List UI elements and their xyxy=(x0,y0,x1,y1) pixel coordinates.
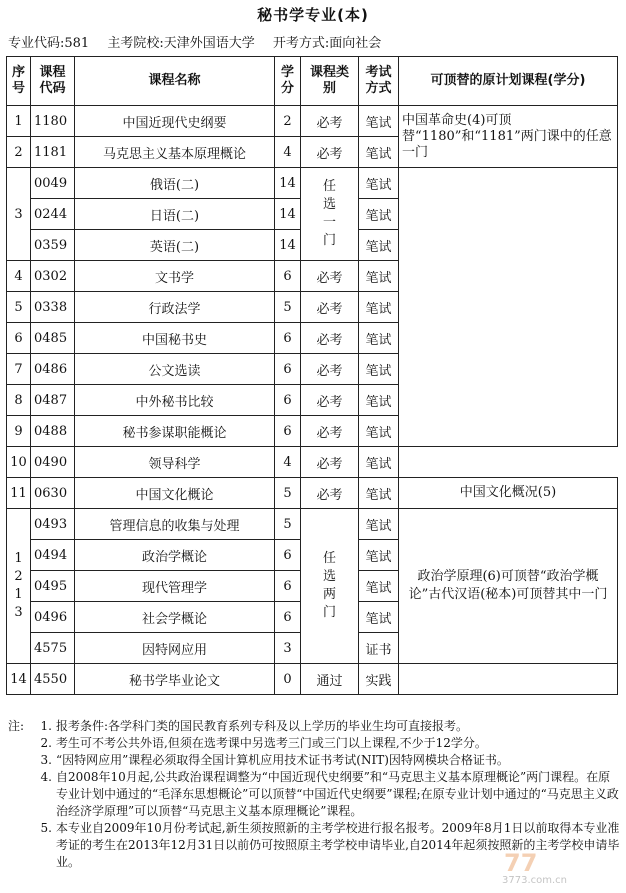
table-row xyxy=(7,664,618,695)
row-code: 0630 xyxy=(31,478,75,509)
row-code: 0486 xyxy=(31,354,75,385)
row-exam: 笔试 xyxy=(359,385,399,416)
table-row xyxy=(7,106,618,137)
note-num: 3. xyxy=(40,753,52,767)
row-name: 秘书学毕业论文 xyxy=(75,664,275,695)
table-header-row xyxy=(7,57,618,106)
row-credit: 6 xyxy=(275,602,301,633)
row-credit: 14 xyxy=(275,168,301,199)
row-name: 行政法学 xyxy=(75,292,275,323)
row-name: 中国秘书史 xyxy=(75,323,275,354)
note-item xyxy=(8,752,620,769)
row-exam: 笔试 xyxy=(359,447,399,478)
row-exam: 笔试 xyxy=(359,323,399,354)
row-name: 社会学概论 xyxy=(75,602,275,633)
row-name: 日语(二) xyxy=(75,199,275,230)
header-name: 课程名称 xyxy=(75,57,275,106)
exam-school: 主考院校:天津外国语大学 xyxy=(107,36,255,51)
row-exam: 笔试 xyxy=(359,571,399,602)
row-no: 6 xyxy=(7,323,31,354)
page-title: 秘书学专业(本) xyxy=(257,6,369,24)
row-code: 0359 xyxy=(31,230,75,261)
row-code: 0490 xyxy=(31,447,75,478)
row-credit: 6 xyxy=(275,323,301,354)
row-exam: 笔试 xyxy=(359,292,399,323)
row-credit: 6 xyxy=(275,385,301,416)
row-type-group xyxy=(301,509,359,664)
note-text: 自2008年10月起,公共政治课程调整为“中国近现代史纲要”和“马克思主义基本原理概论”两门课程。在原专业计划中通过的“毛泽东思想概论”可以顶替“中国近代史纲要”课程;在原专业计划中通过的“马克思主义政治经济学原理”可以顶替“马克思主义基本原理概论”课程。 xyxy=(56,770,619,818)
row-code: 0485 xyxy=(31,323,75,354)
row-name: 因特网应用 xyxy=(75,633,275,664)
row-type: 必考 xyxy=(301,354,359,385)
row-name: 马克思主义基本原理概论 xyxy=(75,137,275,168)
table-row xyxy=(7,447,618,478)
row-credit: 5 xyxy=(275,478,301,509)
header-exam: 考试方式 xyxy=(359,57,399,106)
row-exam: 笔试 xyxy=(359,137,399,168)
row-exam: 笔试 xyxy=(359,354,399,385)
row-name: 中国文化概论 xyxy=(75,478,275,509)
row-code: 0495 xyxy=(31,571,75,602)
note-text: 报考条件:各学科门类的国民教育系列专科及以上学历的毕业生均可直接报考。 xyxy=(56,719,469,733)
row-code: 0244 xyxy=(31,199,75,230)
replace-empty xyxy=(399,664,618,695)
note-text: “因特网应用”课程必须取得全国计算机应用技术证书考试(NIT)因特网模块合格证书。 xyxy=(56,753,509,767)
row-no: 8 xyxy=(7,385,31,416)
note-num: 4. xyxy=(40,770,52,784)
row-credit: 0 xyxy=(275,664,301,695)
row-name: 管理信息的收集与处理 xyxy=(75,509,275,540)
row-code: 4550 xyxy=(31,664,75,695)
replace-cell: 中国文化概况(5) xyxy=(399,478,618,509)
row-type: 必考 xyxy=(301,385,359,416)
course-table xyxy=(6,56,618,695)
row-exam: 笔试 xyxy=(359,478,399,509)
note-num: 2. xyxy=(40,736,52,750)
notes-lead: 注: xyxy=(8,719,25,733)
row-credit: 3 xyxy=(275,633,301,664)
row-exam: 实践 xyxy=(359,664,399,695)
row-exam: 笔试 xyxy=(359,509,399,540)
row-type: 必考 xyxy=(301,261,359,292)
row-name: 英语(二) xyxy=(75,230,275,261)
row-exam: 笔试 xyxy=(359,540,399,571)
row-exam: 笔试 xyxy=(359,261,399,292)
header-code: 课程代码 xyxy=(31,57,75,106)
row-code: 0493 xyxy=(31,509,75,540)
row-code: 0049 xyxy=(31,168,75,199)
note-num: 5. xyxy=(40,821,52,835)
row-credit: 2 xyxy=(275,106,301,137)
row-type: 必考 xyxy=(301,416,359,447)
row-credit: 5 xyxy=(275,292,301,323)
note-text: 本专业自2009年10月份考试起,新生须按照新的主考学校进行报名报考。2009年8月1日以前取得本专业准考证的考生在2013年12月31日以前仍可按照原主考学校申请毕业,自2014年起须按照新的主考学校申请毕业。 xyxy=(56,821,620,869)
replace-empty xyxy=(399,168,618,447)
row-code: 0302 xyxy=(31,261,75,292)
table-row xyxy=(7,509,618,540)
row-type: 必考 xyxy=(301,323,359,354)
row-no: 3 xyxy=(7,168,31,261)
row-code: 1180 xyxy=(31,106,75,137)
row-name: 现代管理学 xyxy=(75,571,275,602)
note-item xyxy=(8,735,620,752)
row-credit: 6 xyxy=(275,571,301,602)
row-code: 0487 xyxy=(31,385,75,416)
row-type: 通过 xyxy=(301,664,359,695)
row-type-text: 任选两门 xyxy=(323,551,337,620)
row-no: 2 xyxy=(7,137,31,168)
row-type-group xyxy=(301,168,359,261)
note-text: 考生可不考公共外语,但须在选考课中另选考三门或三门以上课程,不少于12学分。 xyxy=(56,736,487,750)
row-code: 0494 xyxy=(31,540,75,571)
row-credit: 5 xyxy=(275,509,301,540)
row-no: 11 xyxy=(7,478,31,509)
row-no: 1 xyxy=(7,106,31,137)
row-exam: 笔试 xyxy=(359,230,399,261)
row-credit: 4 xyxy=(275,137,301,168)
header-credit: 学分 xyxy=(275,57,301,106)
row-name: 中国近现代史纲要 xyxy=(75,106,275,137)
row-exam: 笔试 xyxy=(359,106,399,137)
row-no: 9 xyxy=(7,416,31,447)
row-credit: 6 xyxy=(275,354,301,385)
row-exam: 笔试 xyxy=(359,168,399,199)
row-no: 14 xyxy=(7,664,31,695)
row-credit: 6 xyxy=(275,540,301,571)
row-no: 4 xyxy=(7,261,31,292)
header-replace: 可顶替的原计划课程(学分) xyxy=(399,57,618,106)
row-name: 秘书参谋职能概论 xyxy=(75,416,275,447)
note-item xyxy=(8,718,620,735)
row-code: 1181 xyxy=(31,137,75,168)
watermark-mark: 77 xyxy=(504,849,538,877)
row-no-text: 12 13 xyxy=(14,551,23,620)
row-type: 必考 xyxy=(301,106,359,137)
table-row xyxy=(7,168,618,199)
row-exam: 笔试 xyxy=(359,199,399,230)
row-name: 中外秘书比较 xyxy=(75,385,275,416)
row-exam: 证书 xyxy=(359,633,399,664)
header-type: 课程类别 xyxy=(301,57,359,106)
header-no: 序号 xyxy=(7,57,31,106)
row-credit: 4 xyxy=(275,447,301,478)
row-exam: 笔试 xyxy=(359,602,399,633)
replace-cell: 中国革命史(4)可顶替“1180”和“1181”两门课中的任意一门 xyxy=(399,106,618,168)
row-no xyxy=(7,509,31,664)
major-meta xyxy=(8,32,395,51)
row-no: 5 xyxy=(7,292,31,323)
row-code: 0496 xyxy=(31,602,75,633)
row-credit: 14 xyxy=(275,230,301,261)
exam-method: 开考方式:面向社会 xyxy=(272,36,382,51)
row-type: 必考 xyxy=(301,478,359,509)
row-name: 公文选读 xyxy=(75,354,275,385)
row-type: 必考 xyxy=(301,447,359,478)
row-no: 7 xyxy=(7,354,31,385)
row-code: 0338 xyxy=(31,292,75,323)
row-code: 0488 xyxy=(31,416,75,447)
row-type: 必考 xyxy=(301,292,359,323)
note-item xyxy=(8,769,620,820)
major-code: 专业代码:581 xyxy=(8,36,90,51)
watermark-logo xyxy=(496,845,606,885)
row-name: 领导科学 xyxy=(75,447,275,478)
row-type: 必考 xyxy=(301,137,359,168)
row-credit: 14 xyxy=(275,199,301,230)
row-credit: 6 xyxy=(275,416,301,447)
row-name: 文书学 xyxy=(75,261,275,292)
row-no: 10 xyxy=(7,447,31,478)
table-row xyxy=(7,478,618,509)
row-name: 俄语(二) xyxy=(75,168,275,199)
note-num: 1. xyxy=(40,719,52,733)
row-exam: 笔试 xyxy=(359,416,399,447)
watermark-text: 3773.com.cn xyxy=(502,875,567,885)
row-type-text: 任选一门 xyxy=(323,179,337,248)
row-code: 4575 xyxy=(31,633,75,664)
row-name: 政治学概论 xyxy=(75,540,275,571)
row-credit: 6 xyxy=(275,261,301,292)
replace-cell: 政治学原理(6)可顶替“政治学概论”古代汉语(秘本)可顶替其中一门 xyxy=(399,509,618,664)
